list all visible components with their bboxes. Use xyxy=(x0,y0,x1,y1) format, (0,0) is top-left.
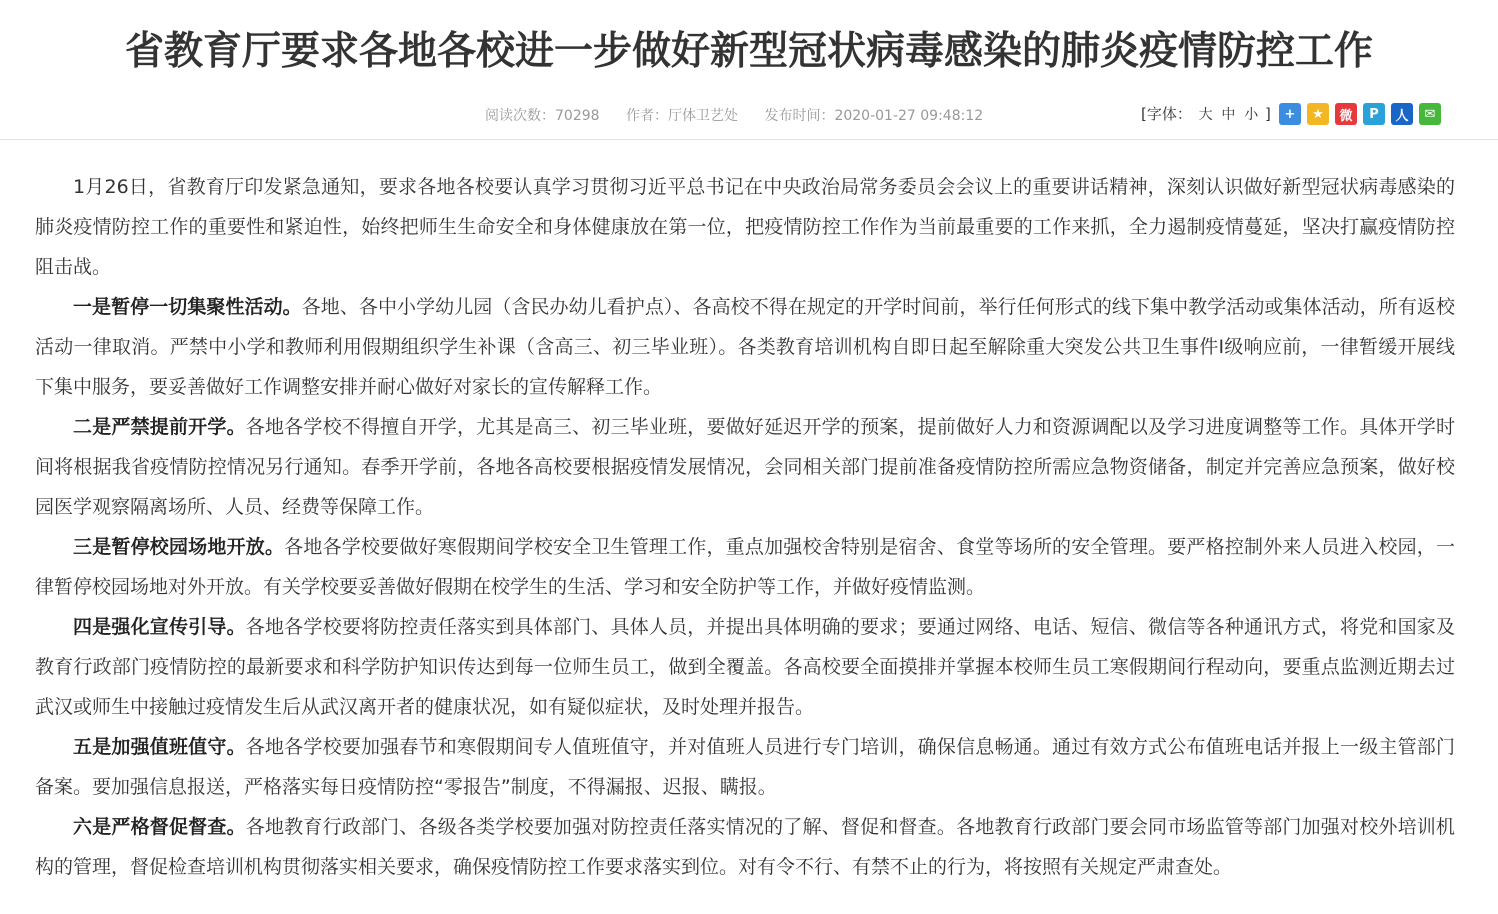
author: 作者：厅体卫艺处 xyxy=(626,108,738,124)
paragraph-text: 各地、各中小学幼儿园（含民办幼儿看护点）、各高校不得在规定的开学时间前，举行任何形式的线下集中教学活动或集体活动，所有返校活动一律取消。严禁中小学和教师利用假期组织学生补课（含高三、初三毕业班）。各类教育培训机构自即日起至解除重大突发公共卫生事件Ⅰ级响应前，一律暂缓开展线下集中服务，要妥善做好工作调整安排并耐心做好对家长的宣传解释工作。 xyxy=(35,296,1455,398)
publish-time: 发布时间：2020-01-27 09:48:12 xyxy=(764,108,984,124)
renren-icon[interactable]: 人 xyxy=(1391,103,1413,125)
article-paragraph xyxy=(35,727,1455,807)
font-size-bracket: ] xyxy=(1264,105,1271,123)
article-meta xyxy=(485,105,1005,125)
paragraph-heading: 四是强化宣传引导。 xyxy=(73,616,246,638)
tencent-weibo-icon[interactable]: P xyxy=(1363,103,1385,125)
article-paragraph xyxy=(35,607,1455,727)
paragraph-heading: 三是暂停校园场地开放。 xyxy=(73,536,285,558)
article-paragraph xyxy=(35,167,1455,287)
wechat-icon[interactable]: ✉ xyxy=(1419,103,1441,125)
share-bar xyxy=(1279,103,1441,125)
header-divider xyxy=(0,139,1498,140)
share-more-icon[interactable]: + xyxy=(1279,103,1301,125)
article-paragraph xyxy=(35,407,1455,527)
font-size-medium-button[interactable]: 中 xyxy=(1221,107,1236,123)
font-size-small-button[interactable]: 小 xyxy=(1244,107,1259,123)
paragraph-text: 各地各学校要将防控责任落实到具体部门、具体人员，并提出具体明确的要求；要通过网络、电话、短信、微信等各种通讯方式，将党和国家及教育行政部门疫情防控的最新要求和科学防护知识传达到每一位师生员工，做到全覆盖。各高校要全面摸排并掌握本校师生员工寒假期间行程动向，要重点监测近期去过武汉或师生中接触过疫情发生后从武汉离开者的健康状况，如有疑似症状，及时处理并报告。 xyxy=(35,616,1455,718)
article-meta-bar xyxy=(0,100,1498,130)
view-count: 阅读次数：70298 xyxy=(485,108,600,124)
font-size-large-button[interactable]: 大 xyxy=(1198,107,1213,123)
paragraph-heading: 六是严格督促督查。 xyxy=(73,816,246,838)
paragraph-text: 1月26日，省教育厅印发紧急通知，要求各地各校要认真学习贯彻习近平总书记在中央政治局常务委员会会议上的重要讲话精神，深刻认识做好新型冠状病毒感染的肺炎疫情防控工作的重要性和紧迫性，始终把师生生命安全和身体健康放在第一位，把疫情防控工作作为当前最重要的工作来抓，全力遏制疫情蔓延，坚决打赢疫情防控阻击战。 xyxy=(35,176,1455,278)
paragraph-text: 各地各学校要做好寒假期间学校安全卫生管理工作，重点加强校舍特别是宿舍、食堂等场所的安全管理。要严格控制外来人员进入校园，一律暂停校园场地对外开放。有关学校要妥善做好假期在校学生的生活、学习和安全防护等工作，并做好疫情监测。 xyxy=(35,536,1455,598)
paragraph-text: 各地各学校要加强春节和寒假期间专人值班值守，并对值班人员进行专门培训，确保信息畅通。通过有效方式公布值班电话并报上一级主管部门备案。要加强信息报送，严格落实每日疫情防控“零报告”制度，不得漏报、迟报、瞒报。 xyxy=(35,736,1455,798)
paragraph-text: 各地教育行政部门、各级各类学校要加强对防控责任落实情况的了解、督促和督查。各地教育行政部门要会同市场监管等部门加强对校外培训机构的管理，督促检查培训机构贯彻落实相关要求，确保疫情防控工作要求落实到位。对有令不行、有禁不止的行为，将按照有关规定严肃查处。 xyxy=(35,816,1455,878)
article-paragraph xyxy=(35,807,1455,887)
qzone-icon[interactable]: ★ xyxy=(1307,103,1329,125)
article-paragraph xyxy=(35,287,1455,407)
paragraph-heading: 五是加强值班值守。 xyxy=(73,736,246,758)
article-title: 省教育厅要求各地各校进一步做好新型冠状病毒感染的肺炎疫情防控工作 xyxy=(124,29,1373,74)
paragraph-heading: 二是严禁提前开学。 xyxy=(73,416,246,438)
font-size-label: [字体： xyxy=(1141,105,1192,123)
paragraph-text: 各地各学校不得擅自开学，尤其是高三、初三毕业班，要做好延迟开学的预案，提前做好人力和资源调配以及学习进度调整等工作。具体开学时间将根据我省疫情防控情况另行通知。春季开学前，各地各高校要根据疫情发展情况，会同相关部门提前准备疫情防控所需应急物资储备，制定并完善应急预案，做好校园医学观察隔离场所、人员、经费等保障工作。 xyxy=(35,416,1455,518)
article-body xyxy=(35,167,1455,887)
paragraph-heading: 一是暂停一切集聚性活动。 xyxy=(73,296,302,318)
article-paragraph xyxy=(35,527,1455,607)
font-size-switcher xyxy=(1141,103,1271,124)
weibo-icon[interactable]: 微 xyxy=(1335,103,1357,125)
